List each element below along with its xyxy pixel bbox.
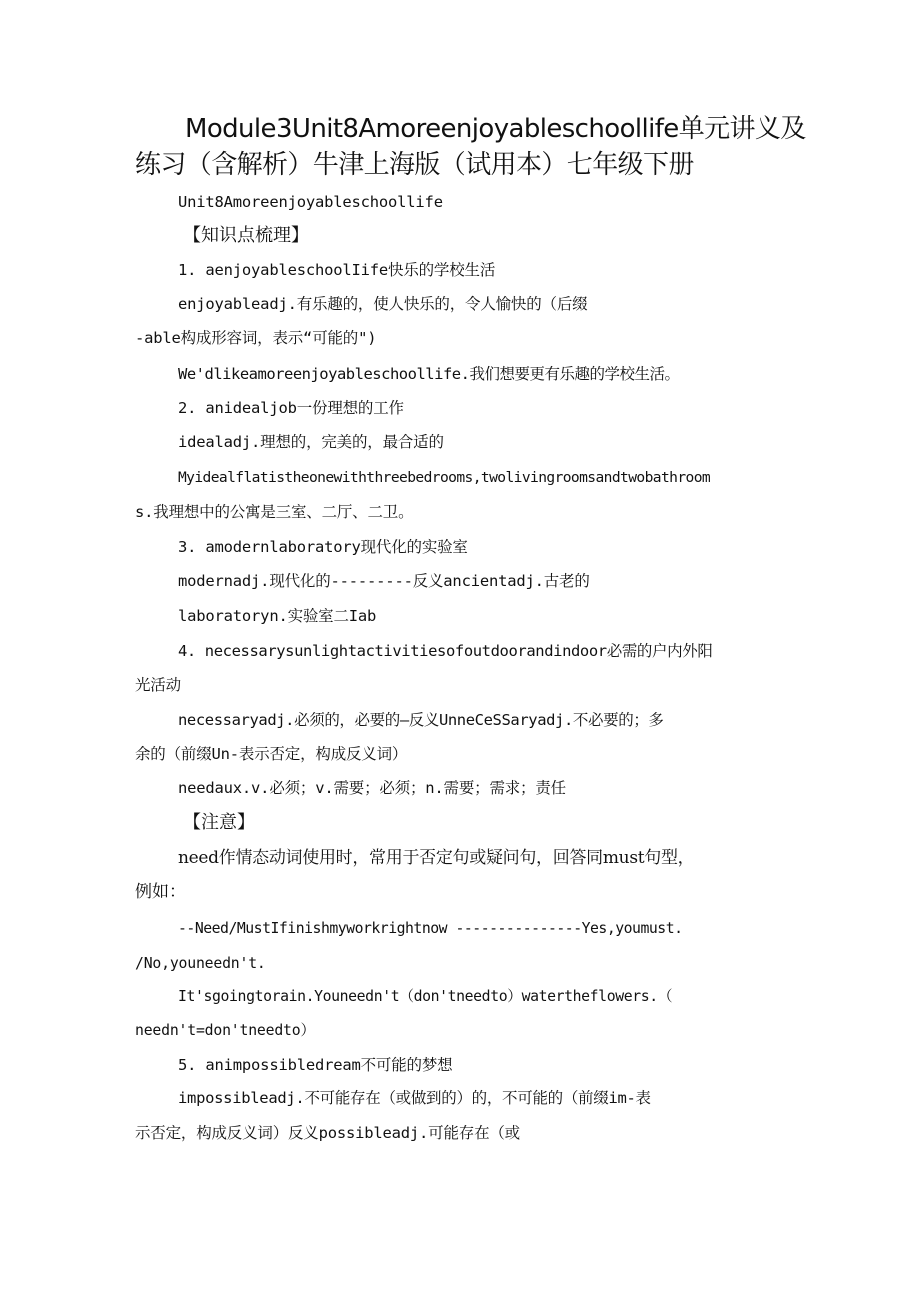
text-line: 光活动 bbox=[135, 676, 181, 694]
text-line: laboratoryn.实验室二Iab bbox=[178, 607, 377, 625]
text-line: We'dlikeamoreenjoyableschoollife.我们想要更有乐趣的学校生活。 bbox=[178, 365, 680, 383]
text-line: impossibleadj.不可能存在（或做到的）的，不可能的（前缀im-表 bbox=[178, 1089, 651, 1107]
text-line: 余的（前缀Un-表示否定，构成反义词） bbox=[135, 745, 408, 763]
text-line: /No,youneedn't. bbox=[135, 955, 266, 972]
document-title-line-2: 练习（含解析）牛津上海版（试用本）七年级下册 bbox=[135, 150, 694, 180]
text-line: 4. necessarysunlightactivitiesofoutdoorandindoor必需的户内外阳 bbox=[178, 642, 713, 660]
text-line: enjoyableadj.有乐趣的，使人快乐的，令人愉快的（后缀 bbox=[178, 295, 588, 313]
text-line: 示否定，构成反义词）反义possibleadj.可能存在（或 bbox=[135, 1124, 520, 1142]
text-line: 3. amodernlaboratory现代化的实验室 bbox=[178, 538, 468, 556]
text-line: --Need/MustIfinishmyworkrightnow ---------------Yes,youmust. bbox=[178, 920, 683, 937]
text-line: 5. animpossibledream不可能的梦想 bbox=[178, 1056, 453, 1074]
text-line: s.我理想中的公寓是三室、二厅、二卫。 bbox=[135, 503, 414, 521]
text-line: modernadj.现代化的---------反义ancientadj.古老的 bbox=[178, 572, 590, 590]
text-line: 2. anidealjob一份理想的工作 bbox=[178, 399, 404, 417]
note-heading: 【注意】 bbox=[183, 812, 255, 833]
text-line: Myidealflatistheonewiththreebedrooms,twolivingroomsandtwobathroom bbox=[178, 469, 711, 486]
text-line: -able构成形容词，表示“可能的") bbox=[135, 329, 377, 347]
section-heading: 【知识点梳理】 bbox=[183, 225, 309, 246]
text-line: It'sgoingtorain.Youneedn't（don'tneedto）watertheflowers.（ bbox=[178, 988, 673, 1005]
text-line: necessaryadj.必须的，必要的—反义UnneCeSSaryadj.不必要的；多 bbox=[178, 711, 664, 729]
unit-subtitle: Unit8Amoreenjoyableschoollife bbox=[178, 193, 443, 211]
text-line: needaux.v.必须；v.需要；必须；n.需要；需求；责任 bbox=[178, 779, 566, 797]
text-line: 例如： bbox=[135, 882, 186, 902]
text-line: idealadj.理想的，完美的，最合适的 bbox=[178, 433, 444, 451]
text-line: need作情态动词使用时，常用于否定句或疑问句，回答同must句型， bbox=[178, 848, 695, 868]
document-title-line-1: Module3Unit8Amoreenjoyableschoollife单元讲义及 bbox=[185, 114, 806, 144]
text-line: 1. aenjoyableschoolIife快乐的学校生活 bbox=[178, 261, 496, 279]
text-line: needn't=don'tneedto） bbox=[135, 1022, 316, 1039]
